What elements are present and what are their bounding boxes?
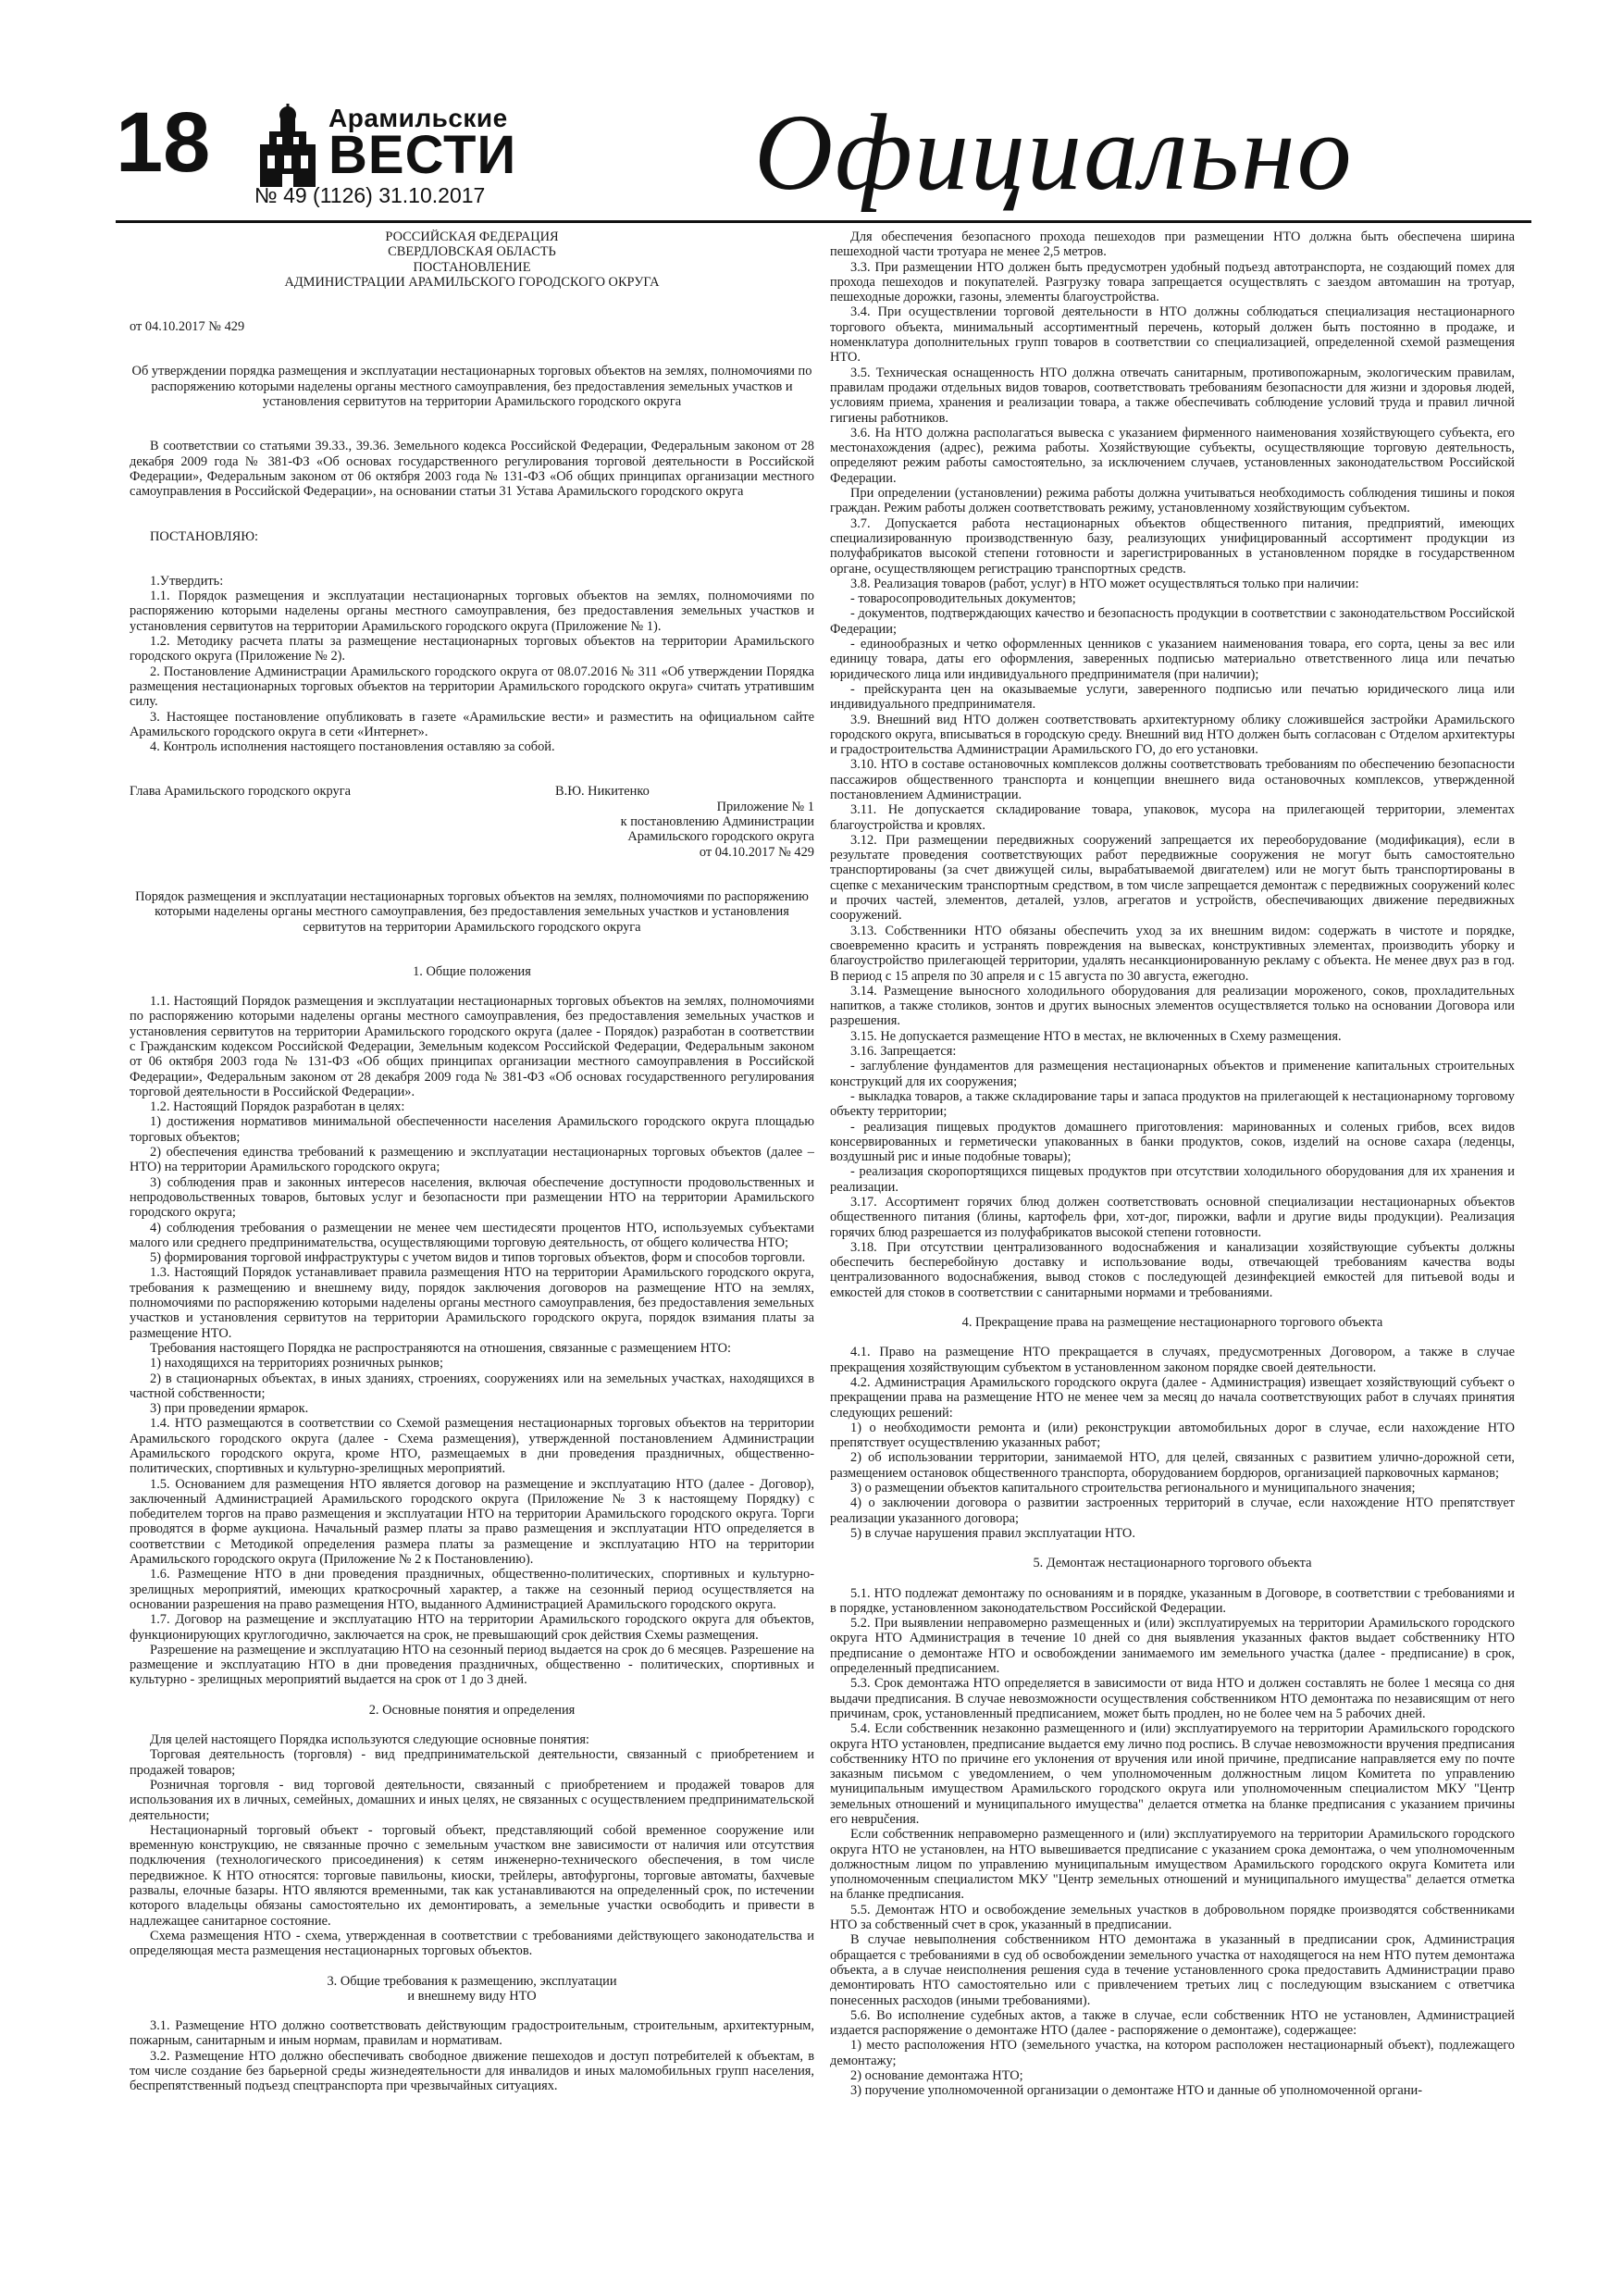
paragraph: 3.15. Не допускается размещение НТО в местах, не включенных в Схему размещения. — [850, 1028, 1342, 1044]
appendix-note: от 04.10.2017 № 429 — [699, 844, 814, 860]
paragraph: Если собственник неправомерно размещенного и (или) эксплуатируемого на территории Арамильского городского округа НТО не установлен, на НТО вывешивается предписание с указанием срока демонтажа, о чем уполномоченным должностным лицом по управлению муниципальным имуществом Арамильского городского округа Комитета или уполномоченным специалистом МКУ "Центр земельных отношений и муниципального имущества" делается отметка на бланке предписания. — [830, 1827, 1515, 1903]
paragraph: 3.12. При размещении передвижных сооружений запрещается их переоборудование (модификация), если в результате проведения соответствующих работ передвижные сооружения не могут быть самостоятельно транспортированы (за счет движущей силы, вырабатываемой двигателем) или не могут быть транспортированы в сцепке с механическим транспортным средством, в том числе запрещается демонтаж с передвижных сооружений колес и прочих частей, элементов, деталей, узлов, агрегатов и устройств, обеспечивающих движение передвижных сооружений. — [830, 832, 1515, 924]
paragraph: Для целей настоящего Порядка используются следующие основные понятия: — [150, 1732, 589, 1748]
paragraph: - выкладка товаров, а также складирование тары и запаса продуктов на прилегающей к нестационарному торговому объекту территории; — [830, 1088, 1515, 1120]
paragraph: 4.1. Право на размещение НТО прекращается в случаях, предусмотренных Договором, а также в случае прекращения хозяйствующим субъектом в установленном законом порядке своей деятельности. — [830, 1345, 1515, 1375]
paragraph: 1.Утвердить: — [150, 573, 224, 589]
paragraph: 1) о необходимости ремонта и (или) реконструкции автомобильных дорог в случае, если нахождение НТО препятствует осуществлению указанных работ; — [830, 1420, 1515, 1451]
decree-subject: Об утверждении порядка размещения и эксплуатации нестационарных торговых объектов на землях, полномочиями по распоряжению которыми наделены органы местного самоуправления, без предоставления земельных участков и установления сервитутов на территории Арамильского городского округа — [131, 364, 812, 410]
paragraph: 4.2. Администрация Арамильского городского округа (далее - Администрация) извещает хозяйствующий субъект о прекращении права на размещение НТО не менее чем за месяц до начала соответствующих работ в случаях принятия следующих решений: — [830, 1374, 1515, 1421]
paragraph: 3.3. При размещении НТО должен быть предусмотрен удобный подъезд автотранспорта, не создающий помех для прохода пешеходов и покупателей. Разгрузку товара запрещается осуществлять с заездом автомашин на тротуар, пешеходные дорожки, газоны, элементы благоустройства. — [830, 259, 1515, 305]
paragraph: 1) достижения нормативов минимальной обеспеченности населения Арамильского городского округа площадью торговых объектов; — [130, 1114, 814, 1145]
paragraph: 3. Настоящее постановление опубликовать в газете «Арамильские вести» и разместить на официальном сайте Арамильского городского округа в сети «Интернет». — [130, 709, 814, 739]
page-number: 18 — [116, 95, 211, 190]
section-heading: 2. Основные понятия и определения — [368, 1702, 576, 1718]
paragraph: 1.3. Настоящий Порядок устанавливает правила размещения НТО на территории Арамильского городского округа, требования к размещению и внешнему виду, порядок заключения договоров на размещение НТО на землях, полномочиями по распоряжению которыми наделены органы местного самоуправления, без предоставления земельных участков и установления сервитутов на территории Арамильского городского округа, порядок взимания платы за размещение НТО. — [130, 1265, 814, 1341]
paragraph: 3) при проведении ярмарок. — [150, 1401, 309, 1417]
paragraph: Для обеспечения безопасного прохода пешеходов при размещении НТО должна быть обеспечена ширина пешеходной части тротуара не менее 2,5 метров. — [830, 230, 1515, 260]
paragraph: 3.8. Реализация товаров (работ, услуг) в НТО может осуществляться только при наличии: — [850, 576, 1359, 591]
paragraph: 3.6. На НТО должна располагаться вывеска с указанием фирменного наименования хозяйствующего субъекта, его местонахождения (адрес), режима работы. Хозяйствующие субъекты, осуществляющие торговую деятельность, определяют режим работы самостоятельно, за исключением случаев, установленных законодательством Российской Федерации. — [830, 425, 1515, 486]
paragraph: Розничная торговля - вид торговой деятельности, связанный с приобретением и продажей товаров для использования их в личных, семейных, домашних и иных целях, не связанных с осуществлением предпринимательской деятельности; — [130, 1777, 814, 1823]
paragraph: 1.2. Настоящий Порядок разработан в целях: — [150, 1099, 405, 1115]
heading-line: АДМИНИСТРАЦИИ АРАМИЛЬСКОГО ГОРОДСКОГО ОКРУГА — [284, 274, 660, 290]
section-heading: 3. Общие требования к размещению, эксплуатации — [327, 1973, 617, 1989]
paragraph: 5.6. Во исполнение судебных актов, а также в случае, если собственник НТО не установлен, Администрацией издается распоряжение о демонтаже НТО (далее - распоряжение о демонтаже), содержащее: — [830, 2007, 1515, 2039]
paragraph: 1) место расположения НТО (земельного участка, на котором расположен нестационарный объект), подлежащего демонтажу; — [830, 2038, 1515, 2068]
paragraph: 3.16. Запрещается: — [850, 1044, 957, 1060]
section-heading: 1. Общие положения — [413, 963, 531, 979]
paragraph: Нестационарный торговый объект - торговый объект, представляющий собой временное сооружение или временную конструкцию, не связанные прочно с земельным участком вне зависимости от наличия или отсутствия подключения (технологического присоединения) к сетям инженерно-технического обеспечения, в том числе передвижное. К НТО относятся: торговые павильоны, киоски, трейлеры, автофургоны, торговые автоматы, бахчевые развалы, елочные базары. НТО являются временными, так как устанавливаются на определенный срок, по истечении которого владельцы обязаны самостоятельно их демонтировать, а земельные участки освободить и привести в надлежащее санитарное состояние. — [130, 1822, 814, 1929]
paragraph: 5.1. НТО подлежат демонтажу по основаниям и в порядке, указанным в Договоре, в соответствии с требованиями и в порядке, установленном законодательством Российской Федерации. — [830, 1585, 1515, 1616]
paragraph: - заглубление фундаментов для размещения нестационарных объектов и применение капитальных строительных конструкций для их сооружения; — [830, 1059, 1515, 1089]
paragraph: 1.5. Основанием для размещения НТО является договор на размещение и эксплуатацию НТО (далее - Договор), заключенный Администрацией Арамильского городского округа (Приложение № 3 к настоящему Порядку) с победителем торгов на право размещения и эксплуатации НТО на территории Арамильского городского округа. Торги проводятся в форме аукциона. Начальный размер платы за право размещения и эксплуатации НТО определяется в соответствии с Методикой определения размера платы за размещение и эксплуатацию НТО на территории Арамильского городского округа (Приложение № 2 к Постановлению). — [130, 1476, 814, 1568]
paragraph: 4. Контроль исполнения настоящего постановления оставляю за собой. — [150, 739, 555, 755]
paragraph: 5.5. Демонтаж НТО и освобождение земельных участков в добровольном порядке производятся собственниками НТО за собственный счет в срок, указанный в предписании. — [830, 1902, 1515, 1933]
signature-title: Глава Арамильского городского округа — [130, 784, 351, 800]
paragraph: Требования настоящего Порядка не распространяются на отношения, связанные с размещением НТО: — [150, 1340, 732, 1356]
paragraph: 3.17. Ассортимент горячих блюд должен соответствовать основной специализации нестационарных объектов общественного питания (блины, картофель фри, хот-дог, пирожки, вафли и другие виды продукции). Реализация горячих блюд разрешается из полуфабрикатов высокой степени готовности. — [830, 1195, 1515, 1240]
paragraph: Схема размещения НТО - схема, утвержденная в соответствии с требованиями действующего законодательства и определяющая места размещения нестационарных торговых объектов. — [130, 1928, 814, 1959]
paragraph: 2) в стационарных объектах, в иных зданиях, строениях, сооружениях или на земельных участках, находящихся в частной собственности; — [130, 1371, 814, 1401]
paragraph: Разрешение на размещение и эксплуатацию НТО на сезонный период выдается на срок до 6 месяцев. Разрешение на размещение и эксплуатацию НТО в дни проведения праздничных, общественно - политических, спортивных и культурно - зрелищных мероприятий выдается на срок от 1 до 3 дней. — [130, 1642, 814, 1688]
paragraph: - реализация пищевых продуктов домашнего приготовления: маринованных и соленых грибов, всех видов консервированных и герметически упакованных в банки продуктов, соков, изделий на основе сахара (леденцы, воздушный рис и иные подобные товары); — [830, 1119, 1515, 1165]
paragraph: - документов, подтверждающих качество и безопасность продукции в соответствии с законодательством Российской Федерации; — [830, 606, 1515, 637]
paragraph: 3.11. Не допускается складирование товара, упаковок, мусора на прилегающей территории, элементах благоустройства и кровлях. — [830, 802, 1515, 833]
paragraph: 2) об использовании территории, занимаемой НТО, для целей, связанных с развитием улично-дорожной сети, размещением остановок общественного транспорта, оборудованием бордюров, организацией парковочных карманов; — [830, 1450, 1515, 1481]
section-heading: и внешнему виду НТО — [407, 1988, 537, 2004]
appendix-note: к постановлению Администрации — [620, 814, 814, 830]
paragraph: 3) о размещении объектов капитального строительства регионального и муниципального значения; — [850, 1481, 1416, 1496]
paragraph: Торговая деятельность (торговля) - вид предпринимательской деятельности, связанный с приобретением и продажей товаров; — [130, 1747, 814, 1778]
paragraph: 3.5. Техническая оснащенность НТО должна отвечать санитарным, противопожарным, экологическим правилам, правилам продажи отдельных видов товаров, соответствовать требованиям безопасности для жизни и здоровья людей, условиям приема, хранения и реализации товара, а также обеспечивать соблюдение условий труда и правил личной гигиены работников. — [830, 365, 1515, 426]
paragraph: 4) о заключении договора о развитии застроенных территорий в случае, если нахождение НТО препятствует реализации указанного договора; — [830, 1496, 1515, 1526]
paragraph: 2) основание демонтажа НТО; — [850, 2068, 1023, 2084]
paragraph: 5.3. Срок демонтажа НТО определяется в зависимости от вида НТО и должен составлять не более 1 месяца со дня выдачи предписания. В случае невозможности осуществления собственником НТО демонтажа по независящим от него причинам, срок, установленный предписанием, может быть продлен, но не более чем на 5 рабочих дней. — [830, 1676, 1515, 1721]
signature-line — [130, 784, 814, 799]
paragraph: 4) соблюдения требования о размещении не менее чем шестидесяти процентов НТО, используемых субъектами малого или среднего предпринимательства, осуществляющими торговую деятельность, от общего количества НТО; — [130, 1220, 814, 1250]
order-title: Порядок размещения и эксплуатации нестационарных торговых объектов на землях, полномочиями по распоряжению которыми наделены органы местного самоуправления, без предоставления земельных участков и установления сервитутов на территории Арамильского городского округа — [135, 888, 809, 935]
right-column — [830, 230, 1515, 2265]
header-rule — [116, 220, 1531, 223]
paragraph: 1.2. Методику расчета платы за размещение нестационарных торговых объектов на территории Арамильского городского округа (Приложение № 2). — [130, 634, 814, 664]
paragraph: 2) обеспечения единства требований к размещению и эксплуатации нестационарных торговых объектов (далее – НТО) на территории Арамильского городского округа; — [130, 1145, 814, 1175]
heading-line: ПОСТАНОВЛЕНИЕ — [413, 259, 531, 275]
issue-number: № 49 (1126) 31.10.2017 — [254, 183, 486, 207]
section-heading: 5. Демонтаж нестационарного торгового объекта — [1033, 1556, 1312, 1571]
section-heading: 4. Прекращение права на размещение нестационарного торгового объекта — [961, 1315, 1383, 1331]
paragraph: - единообразных и четко оформленных ценников с указанием наименования товара, его сорта, цены за вес или единицу товара, даты его оформления, заверенных подписью материально ответственного лица или печатью юридического лица или индивидуального предпринимателя (при наличии); — [830, 637, 1515, 682]
paragraph: В случае невыполнения собственником НТО демонтажа в указанный в предписании срок, Администрация обращается с требованиями в суд об освобождении земельного участка от находящегося на нем НТО путем демонтажа объекта, а в случае неисполнения решения суда в течение установленного срока предоставить Администрации право демонтировать НТО самостоятельно или с привлечением третьих лиц с последующим взысканием с ответчика понесенных расходов (иными требованиями). — [830, 1932, 1515, 2008]
paragraph: 3.2. Размещение НТО должно обеспечивать свободное движение пешеходов и доступ потребителей к объектам, в том числе создание без барьерной среды жизнедеятельности для инвалидов и иных маломобильных групп населения, беспрепятственный подъезд спецтранспорта при чрезвычайных ситуациях. — [130, 2048, 814, 2094]
paragraph: - прейскуранта цен на оказываемые услуги, заверенного подписью или печатью юридического лица или индивидуального предпринимателя. — [830, 681, 1515, 713]
paragraph: 1.4. НТО размещаются в соответствии со Схемой размещения нестационарных торговых объектов на территории Арамильского городского округа (далее - Схема размещения), утвержденной постановлением Администрации Арамильского городского округа, кроме НТО, размещаемых в дни проведения праздничных, общественно-политических, спортивных и культурно-зрелищных мероприятий. — [130, 1416, 814, 1477]
left-column — [130, 230, 814, 2265]
paragraph: - товаросопроводительных документов; — [850, 591, 1076, 607]
heading-line: СВЕРДЛОВСКАЯ ОБЛАСТЬ — [388, 244, 556, 260]
paragraph: 3.9. Внешний вид НТО должен соответствовать архитектурному облику сложившейся застройки Арамильского городского округа, вписываться в городскую среду. Внешний вид НТО должен быть согласован с Отделом архитектуры и градостроительства Администрации Арамильского ГО, до его установки. — [830, 712, 1515, 758]
paragraph: 5.2. При выявлении неправомерно размещенных и (или) эксплуатируемых на территории Арамильского городского округа НТО Администрация в течение 10 дней со дня выявления указанных фактов выдает собственнику НТО предписание о демонтаже НТО и освобождении занимаемого им земельного участка (далее - предписание) в срок, определенный предписанием. — [830, 1616, 1515, 1677]
postanovlyayu: ПОСТАНОВЛЯЮ: — [150, 528, 259, 544]
masthead — [116, 93, 1531, 217]
paragraph: 3.4. При осуществлении торговой деятельности в НТО должны соблюдаться специализация нестационарного торгового объекта, минимальный ассортиментный перечень, который должен быть постоянно в продаже, и номенклатура дополнительных групп товаров в соответствии со специализацией, определенной схемой размещения НТО. — [830, 304, 1515, 366]
paragraph: 3.14. Размещение выносного холодильного оборудования для реализации мороженого, соков, прохладительных напитков, а также столиков, зонтов и других выносных элементов осуществляется только на основании Договора или разрешения. — [830, 983, 1515, 1029]
paragraph: 3) поручение уполномоченной организации о демонтаже НТО и данные об уполномоченной органи- — [850, 2083, 1422, 2099]
logo-subtitle: Арамильские — [328, 104, 508, 132]
church-emblem-icon — [254, 104, 321, 189]
newspaper-logo — [254, 104, 517, 192]
paragraph: 5) в случае нарушения правил эксплуатации НТО. — [850, 1525, 1135, 1541]
appendix-note: Арамильского городского округа — [627, 829, 814, 845]
paragraph: 1) находящихся на территориях розничных рынков; — [150, 1356, 443, 1371]
appendix-note: Приложение № 1 — [716, 799, 814, 814]
paragraph: 3.7. Допускается работа нестационарных объектов общественного питания, предприятий, имеющих специализированную производственную базу, реализующих унифицированный ассортимент продукции из полуфабрикатов высокой степени готовности и зарегистрированных в установленном порядке в государственном органе, осуществляющем регистрацию транспортных средств. — [830, 515, 1515, 577]
paragraph: 1.1. Настоящий Порядок размещения и эксплуатации нестационарных торговых объектов на землях, полномочиями по распоряжению которыми наделены органы местного самоуправления, без предоставления земельных участков и установления сервитутов на территории Арамильского городского округа (далее - Порядок) разработан в соответствии с Гражданским кодексом Российской Федерации, Земельным кодексом Российской Федерации, Федеральным законом от 06 октября 2003 года № 131-ФЗ «Об общих принципах организации местного самоуправления в Российской Федерации», Федеральным законом от 28 декабря 2009 года № 381-ФЗ «Об основах государственного регулирования торговой деятельности в Российской Федерации». — [130, 994, 814, 1099]
paragraph: 3.18. При отсутствии централизованного водоснабжения и канализации хозяйствующие субъекты должны обеспечить бесперебойную доставку и использование воды, отвечающей требованиям качества воды централизованного водоснабжения, вывод стоков с последующей дезинфекцией емкостей для питьевой воды и емкостей для стоков в соответствии с санитарными нормами и требованиями. — [830, 1239, 1515, 1300]
paragraph: 1.1. Порядок размещения и эксплуатации нестационарных торговых объектов на землях, полномочиями по распоряжению которыми наделены органы местного самоуправления, без предоставления земельных участков и установления сервитутов на территории Арамильского городского округа (Приложение № 1). — [130, 589, 814, 634]
paragraph: 1.7. Договор на размещение и эксплуатацию НТО на территории Арамильского городского округа для объектов, функционирующих круглогодично, заключается на срок, не превышающий срок действия Схемы размещения. — [130, 1612, 814, 1643]
paragraph: 5.4. Если собственник незаконно размещенного и (или) эксплуатируемого на территории Арамильского городского округа НТО установлен, предписание выдается ему лично под роспись. В случае невозможности вручения предписания собственнику НТО по причине его уклонения от вручения или иной причине, предписание направляется ему по почте заказным письмом с уведомлением, о чем уполномоченным должностным лицом Комитета по управлению муниципальным имуществом Арамильского городского округа или уполномоченным специалистом МКУ "Центр земельных отношений и муниципального имущества" делается отметка на бланке предписания с указанием причины его неврučения. — [830, 1721, 1515, 1827]
section-title: Официально — [754, 92, 1354, 213]
paragraph: 5) формирования торговой инфраструктуры с учетом видов и типов торговых объектов, форм и способов торговли. — [150, 1250, 806, 1266]
paragraph: 2. Постановление Администрации Арамильского городского округа от 08.07.2016 № 311 «Об утверждении Порядка размещения нестационарных торговых объектов на территории Арамильского городского округа» считать утратившим силу. — [130, 664, 814, 710]
paragraph: При определении (установлении) режима работы должна учитываться необходимость соблюдения тишины и покоя граждан. Режим работы должен соответствовать режиму, установленному хозяйствующим субъектом. — [830, 486, 1515, 516]
paragraph: В соответствии со статьями 39.33., 39.36. Земельного кодекса Российской Федерации, Федеральным законом от 28 декабря 2009 года № 381-ФЗ «Об основах государственного регулирования торговой деятельности в Российской Федерации», Федеральным законом от 06 октября 2003 года № 131-ФЗ «Об общих принципах организации местного самоуправления в Российской Федерации», на основании статьи 31 Устава Арамильского городского округа — [130, 439, 814, 500]
paragraph: 3.1. Размещение НТО должно соответствовать действующим градостроительным, строительным, архитектурным, пожарным, санитарным и иным нормам, правилам и нормативам. — [130, 2018, 814, 2049]
logo-title: ВЕСТИ — [328, 125, 517, 185]
paragraph: - реализация скоропортящихся пищевых продуктов при отсутствии холодильного оборудования для их хранения и реализации. — [830, 1164, 1515, 1195]
paragraph: 3.10. НТО в составе остановочных комплексов должны соответствовать требованиям по обеспечению безопасности пассажиров общественного транспорта и концепции внешнего вида остановочных комплексов, утвержденной постановлением Администрации. — [830, 757, 1515, 802]
heading-line: РОССИЙСКАЯ ФЕДЕРАЦИЯ — [385, 230, 559, 244]
paragraph: 3.13. Собственники НТО обязаны обеспечить уход за их внешним видом: содержать в чистоте и порядке, своевременно красить и устранять повреждения на вывесках, конструктивных элементах, производить уборку и благоустройство прилегающей территории, удалять несанкционированную рекламу с объекта. Не менее двух раз в год. В период с 15 апреля по 30 апреля и с 15 августа по 30 августа, ежегодно. — [830, 923, 1515, 984]
decree-date: от 04.10.2017 № 429 — [130, 319, 245, 335]
paragraph: 3) соблюдения прав и законных интересов населения, включая обеспечение доступности продовольственных и непродовольственных товаров, бытовых услуг и безопасности при размещении НТО на территории Арамильского городского округа; — [130, 1174, 814, 1221]
paragraph: 1.6. Размещение НТО в дни проведения праздничных, общественно-политических, спортивных и культурно-зрелищных мероприятий, имеющих краткосрочный характер, а также на сезонный период осуществляется на основании разрешения на право размещения НТО, выданного Администрацией Арамильского городского округа. — [130, 1567, 814, 1612]
signature-name: В.Ю. Никитенко — [555, 784, 650, 800]
